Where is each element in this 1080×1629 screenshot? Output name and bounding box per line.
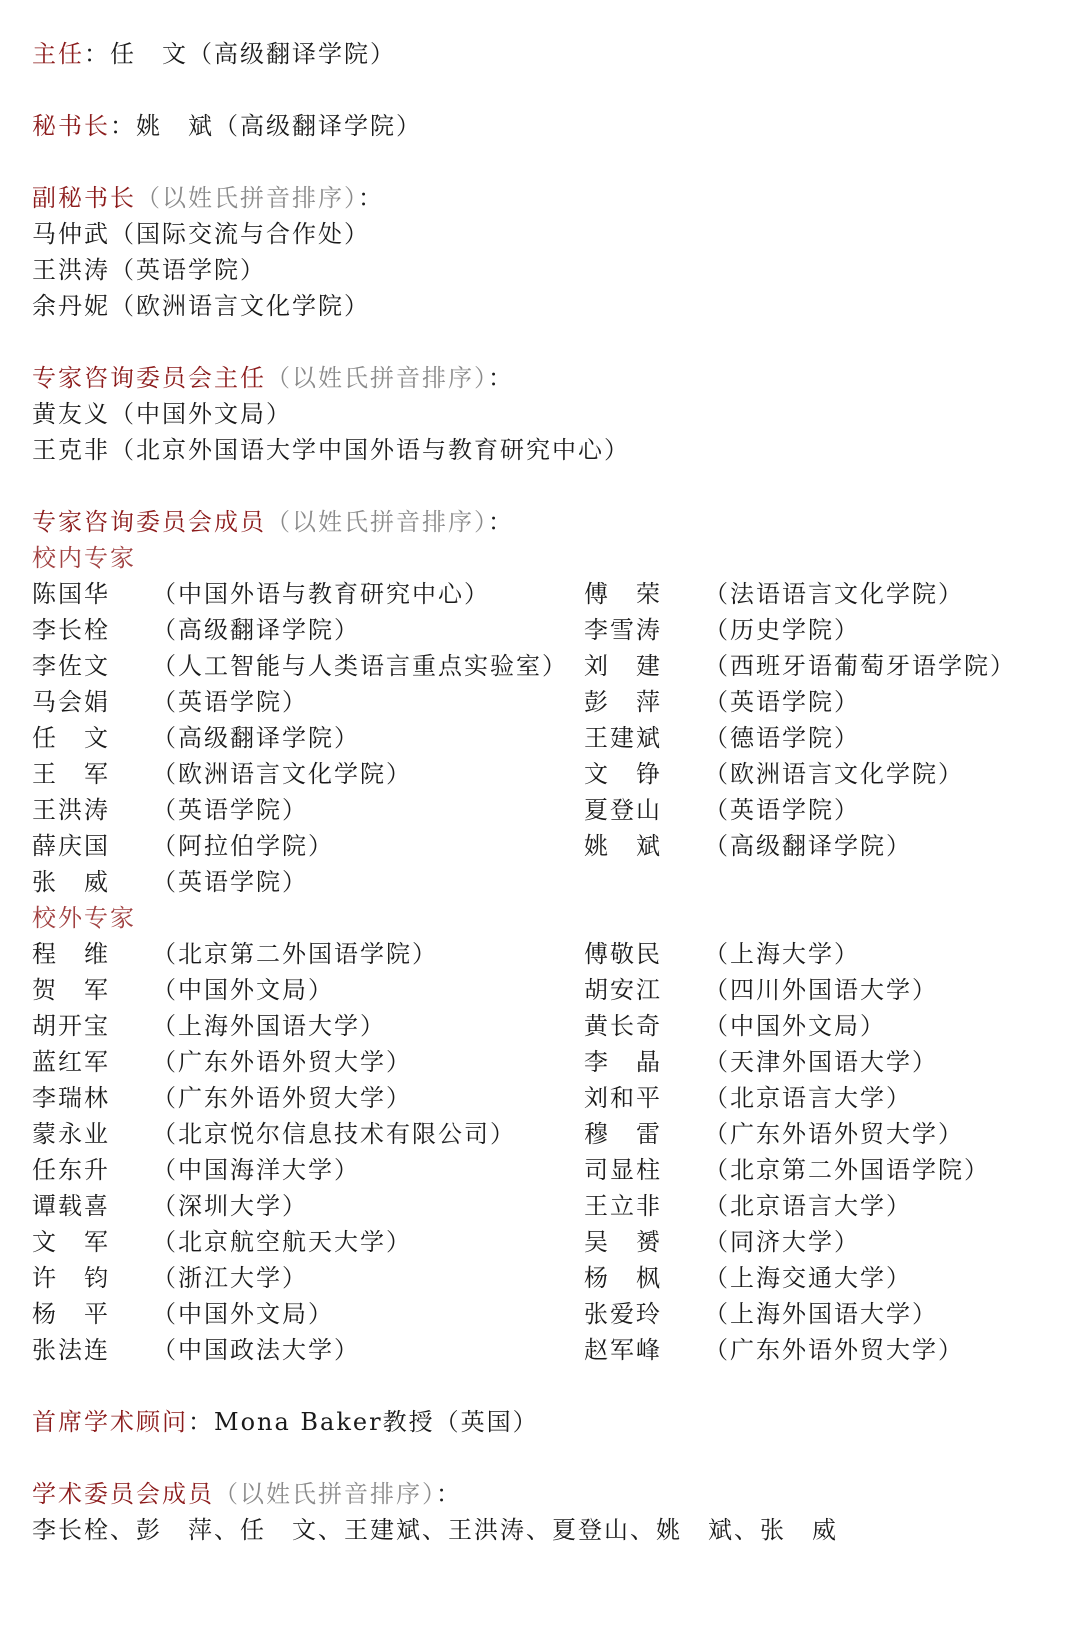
expert-name: 刘 建: [584, 652, 662, 680]
expert-name: 蒙永业: [32, 1120, 110, 1148]
expert-name: 任东升: [32, 1156, 110, 1184]
expert-affiliation: （上海外国语大学）: [704, 1300, 938, 1328]
expert-name: 陈国华: [32, 580, 110, 608]
expert-name: 薛庆国: [32, 832, 110, 860]
expert-name: 黄长奇: [584, 1012, 662, 1040]
expert-name: 文 铮: [584, 760, 662, 788]
chief-advisor-value: Mona Baker教授（英国）: [214, 1408, 539, 1436]
table-row: [32, 648, 1052, 684]
expert-name: 许 钧: [32, 1264, 110, 1292]
expert-name: 刘和平: [584, 1084, 662, 1112]
director-value: 任 文（高级翻译学院）: [110, 40, 396, 68]
expert-name: 傅敬民: [584, 940, 662, 968]
list-item: 马仲武（国际交流与合作处）: [32, 220, 370, 248]
expert-affiliation: （北京语言大学）: [704, 1192, 912, 1220]
expert-affiliation: （天津外国语大学）: [704, 1048, 938, 1076]
table-row: [32, 1296, 1052, 1332]
heading-colon: ：: [358, 184, 384, 212]
expert-affiliation: （中国外文局）: [152, 1300, 334, 1328]
table-row: [32, 1116, 1052, 1152]
expert-name: 胡开宝: [32, 1012, 110, 1040]
advisory-directors-heading: [32, 360, 1052, 396]
director-line: [32, 36, 1052, 72]
expert-name: 赵军峰: [584, 1336, 662, 1364]
expert-name: 程 维: [32, 940, 110, 968]
deputy-secretaries-label: 副秘书长: [32, 184, 136, 212]
expert-affiliation: （中国外文局）: [152, 976, 334, 1004]
expert-affiliation: （历史学院）: [704, 616, 860, 644]
table-row: [32, 972, 1052, 1008]
heading-colon: ：: [488, 508, 514, 536]
list-item: 余丹妮（欧洲语言文化学院）: [32, 292, 370, 320]
expert-affiliation: （德语学院）: [704, 724, 860, 752]
expert-affiliation: （中国政法大学）: [152, 1336, 360, 1364]
expert-affiliation: （中国外文局）: [704, 1012, 886, 1040]
expert-name: 穆 雷: [584, 1120, 662, 1148]
expert-affiliation: （中国海洋大学）: [152, 1156, 360, 1184]
expert-affiliation: （高级翻译学院）: [152, 724, 360, 752]
table-row: [32, 1044, 1052, 1080]
expert-name: 王洪涛: [32, 796, 110, 824]
expert-affiliation: （英语学院）: [704, 688, 860, 716]
expert-affiliation: （中国外语与教育研究中心）: [152, 580, 490, 608]
deputy-secretaries-heading: [32, 180, 1052, 216]
sort-note: （以姓氏拼音排序）: [266, 508, 488, 536]
secretary-general-label: 秘书长: [32, 112, 110, 140]
table-row: [32, 576, 1052, 612]
expert-name: 马会娟: [32, 688, 110, 716]
internal-experts-label: 校内专家: [32, 544, 136, 572]
committee-document: [32, 36, 1052, 1548]
expert-affiliation: （阿拉伯学院）: [152, 832, 334, 860]
academic-committee-label: 学术委员会成员: [32, 1480, 214, 1508]
expert-name: 李 晶: [584, 1048, 662, 1076]
expert-name: 张法连: [32, 1336, 110, 1364]
academic-committee-members: 李长栓、彭 萍、任 文、王建斌、王洪涛、夏登山、姚 斌、张 威: [32, 1516, 838, 1544]
list-item: 王克非（北京外国语大学中国外语与教育研究中心）: [32, 436, 630, 464]
expert-name: 王立非: [584, 1192, 662, 1220]
secretary-general-value: 姚 斌（高级翻译学院）: [136, 112, 422, 140]
expert-affiliation: （广东外语外贸大学）: [152, 1084, 412, 1112]
expert-affiliation: （北京悦尔信息技术有限公司）: [152, 1120, 516, 1148]
table-row: [32, 828, 1052, 864]
expert-name: 杨 平: [32, 1300, 110, 1328]
expert-affiliation: （英语学院）: [152, 868, 308, 896]
chief-advisor-line: [32, 1404, 1052, 1440]
chief-advisor-colon: ：: [188, 1408, 214, 1436]
expert-name: 李瑞林: [32, 1084, 110, 1112]
expert-name: 杨 枫: [584, 1264, 662, 1292]
secretary-general-colon: ：: [110, 112, 136, 140]
expert-affiliation: （北京语言大学）: [704, 1084, 912, 1112]
expert-name: 张爱玲: [584, 1300, 662, 1328]
list-item: 黄友义（中国外文局）: [32, 400, 292, 428]
expert-affiliation: （广东外语外贸大学）: [704, 1120, 964, 1148]
director-label: 主任: [32, 40, 84, 68]
expert-affiliation: （欧洲语言文化学院）: [704, 760, 964, 788]
advisory-directors-label: 专家咨询委员会主任: [32, 364, 266, 392]
external-experts-label: 校外专家: [32, 904, 136, 932]
expert-name: 任 文: [32, 724, 110, 752]
expert-name: 姚 斌: [584, 832, 662, 860]
expert-affiliation: （上海交通大学）: [704, 1264, 912, 1292]
table-row: [32, 792, 1052, 828]
expert-name: 文 军: [32, 1228, 110, 1256]
expert-affiliation: （浙江大学）: [152, 1264, 308, 1292]
expert-affiliation: （北京第二外国语学院）: [152, 940, 438, 968]
expert-name: 李佐文: [32, 652, 110, 680]
table-row: [32, 684, 1052, 720]
expert-name: 司显柱: [584, 1156, 662, 1184]
expert-name: 谭载喜: [32, 1192, 110, 1220]
expert-name: 王建斌: [584, 724, 662, 752]
table-row: [32, 864, 1052, 900]
expert-name: 夏登山: [584, 796, 662, 824]
expert-name: 李长栓: [32, 616, 110, 644]
table-row: [32, 1008, 1052, 1044]
chief-advisor-label: 首席学术顾问: [32, 1408, 188, 1436]
expert-affiliation: （上海大学）: [704, 940, 860, 968]
expert-affiliation: （欧洲语言文化学院）: [152, 760, 412, 788]
expert-affiliation: （西班牙语葡萄牙语学院）: [704, 652, 1016, 680]
expert-name: 傅 荣: [584, 580, 662, 608]
expert-name: 贺 军: [32, 976, 110, 1004]
expert-affiliation: （同济大学）: [704, 1228, 860, 1256]
expert-affiliation: （高级翻译学院）: [704, 832, 912, 860]
academic-committee-heading: [32, 1476, 1052, 1512]
director-colon: ：: [84, 40, 110, 68]
external-experts-table: [32, 936, 1052, 1368]
expert-affiliation: （英语学院）: [152, 688, 308, 716]
expert-name: 吴 赟: [584, 1228, 662, 1256]
heading-colon: ：: [436, 1480, 462, 1508]
expert-affiliation: （上海外国语大学）: [152, 1012, 386, 1040]
expert-affiliation: （英语学院）: [704, 796, 860, 824]
expert-name: 张 威: [32, 868, 110, 896]
expert-affiliation: （高级翻译学院）: [152, 616, 360, 644]
table-row: [32, 1224, 1052, 1260]
secretary-general-line: [32, 108, 1052, 144]
internal-experts-table: [32, 576, 1052, 900]
expert-affiliation: （北京航空航天大学）: [152, 1228, 412, 1256]
table-row: [32, 612, 1052, 648]
expert-affiliation: （深圳大学）: [152, 1192, 308, 1220]
table-row: [32, 936, 1052, 972]
table-row: [32, 1080, 1052, 1116]
expert-name: 彭 萍: [584, 688, 662, 716]
expert-affiliation: （四川外国语大学）: [704, 976, 938, 1004]
expert-name: 王 军: [32, 760, 110, 788]
sort-note: （以姓氏拼音排序）: [214, 1480, 436, 1508]
expert-affiliation: （广东外语外贸大学）: [704, 1336, 964, 1364]
sort-note: （以姓氏拼音排序）: [266, 364, 488, 392]
table-row: [32, 756, 1052, 792]
expert-affiliation: （北京第二外国语学院）: [704, 1156, 990, 1184]
table-row: [32, 720, 1052, 756]
table-row: [32, 1152, 1052, 1188]
expert-name: 蓝红军: [32, 1048, 110, 1076]
expert-affiliation: （人工智能与人类语言重点实验室）: [152, 652, 568, 680]
table-row: [32, 1188, 1052, 1224]
expert-affiliation: （法语语言文化学院）: [704, 580, 964, 608]
expert-affiliation: （广东外语外贸大学）: [152, 1048, 412, 1076]
advisory-members-heading: [32, 504, 1052, 540]
expert-name: 胡安江: [584, 976, 662, 1004]
heading-colon: ：: [488, 364, 514, 392]
list-item: 王洪涛（英语学院）: [32, 256, 266, 284]
advisory-members-label: 专家咨询委员会成员: [32, 508, 266, 536]
expert-affiliation: （英语学院）: [152, 796, 308, 824]
table-row: [32, 1260, 1052, 1296]
sort-note: （以姓氏拼音排序）: [136, 184, 358, 212]
expert-name: 李雪涛: [584, 616, 662, 644]
table-row: [32, 1332, 1052, 1368]
